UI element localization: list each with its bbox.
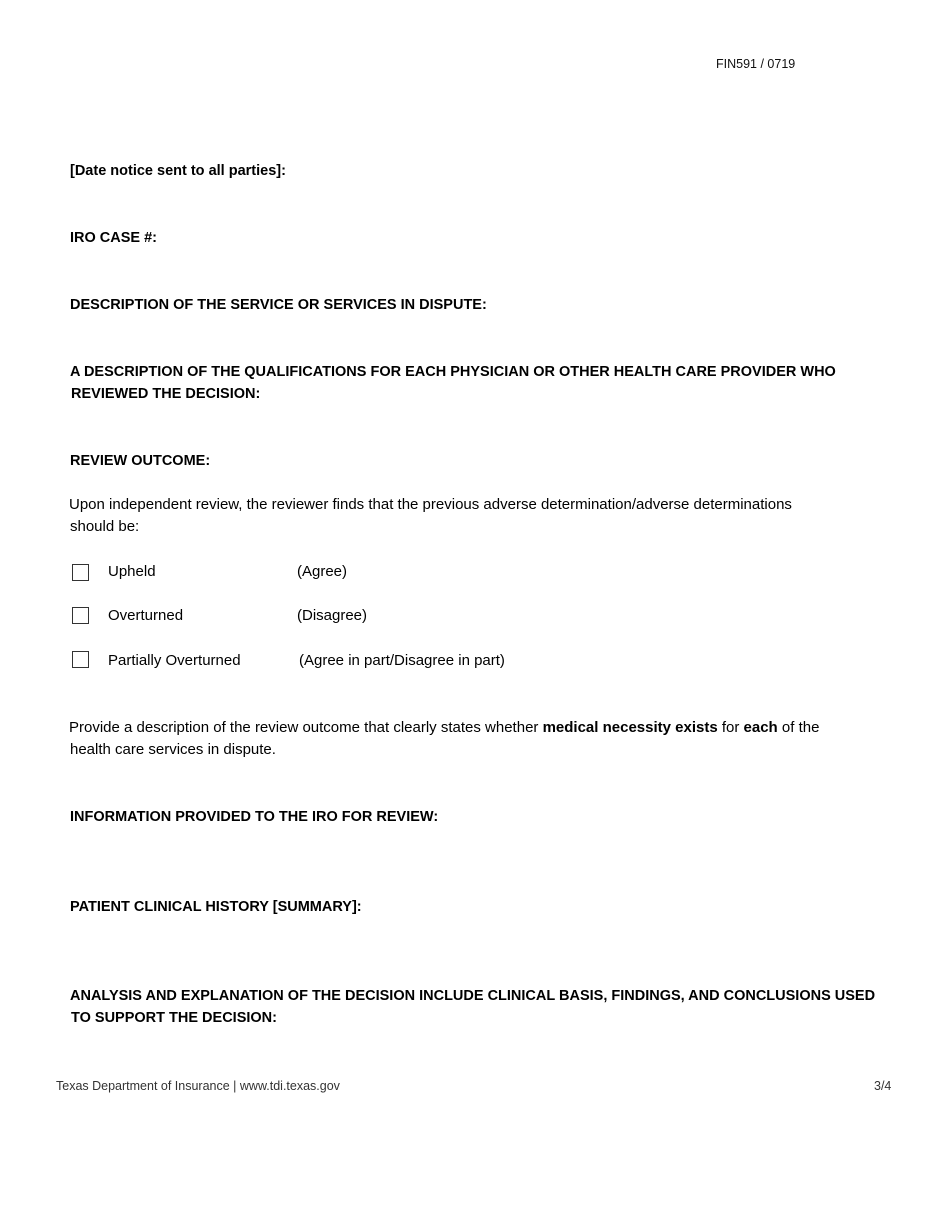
review-intro-line1: Upon independent review, the reviewer finds that the previous adverse determination/adverse determinations: [69, 496, 792, 513]
info-provided-heading: INFORMATION PROVIDED TO THE IRO FOR REVIEW:: [70, 809, 439, 825]
review-outcome-heading: REVIEW OUTCOME:: [70, 453, 211, 469]
page-number: 3/4: [874, 1079, 892, 1093]
form-code: FIN591 / 0719: [716, 57, 796, 71]
analysis-heading-line2: TO SUPPORT THE DECISION:: [71, 1010, 277, 1026]
upheld-label: Upheld: [108, 563, 156, 580]
service-description-heading: DESCRIPTION OF THE SERVICE OR SERVICES IN DISPUTE:: [70, 297, 487, 313]
outcome-description-line2: health care services in dispute.: [70, 741, 276, 758]
footer-agency: Texas Department of Insurance | www.tdi.texas.gov: [56, 1079, 340, 1093]
outcome-description-line1: Provide a description of the review outcome that clearly states whether medical necessity exists for each of the: [69, 719, 820, 736]
date-notice-heading: [Date notice sent to all parties]:: [70, 163, 286, 179]
review-intro-line2: should be:: [70, 518, 140, 535]
iro-case-heading: IRO CASE #:: [70, 230, 158, 246]
overturned-label: Overturned: [108, 607, 184, 624]
partially-overturned-label: Partially Overturned: [108, 652, 241, 669]
qualifications-heading-line2: REVIEWED THE DECISION:: [71, 386, 261, 402]
partially-overturned-note: (Agree in part/Disagree in part): [299, 652, 505, 669]
upheld-note: (Agree): [297, 563, 348, 580]
overturned-note: (Disagree): [297, 607, 368, 624]
clinical-history-heading: PATIENT CLINICAL HISTORY [SUMMARY]:: [70, 899, 362, 915]
upheld-checkbox[interactable]: [72, 564, 89, 581]
overturned-checkbox[interactable]: [72, 607, 89, 624]
partially-overturned-checkbox[interactable]: [72, 651, 89, 668]
analysis-heading-line1: ANALYSIS AND EXPLANATION OF THE DECISION INCLUDE CLINICAL BASIS, FINDINGS, AND CONCLUSIONS USED: [70, 988, 876, 1004]
qualifications-heading-line1: A DESCRIPTION OF THE QUALIFICATIONS FOR EACH PHYSICIAN OR OTHER HEALTH CARE PROVIDER WHO: [70, 364, 836, 380]
